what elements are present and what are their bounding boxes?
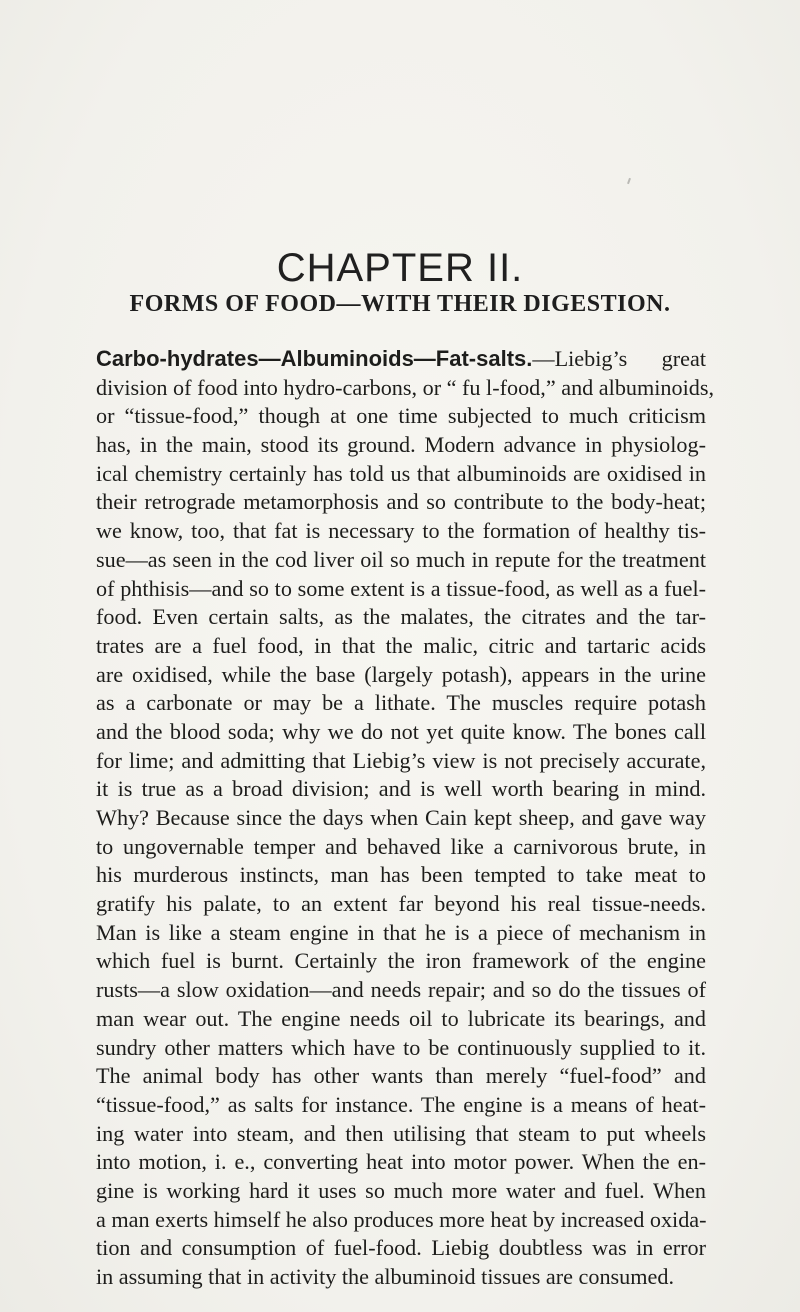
text-line: The animal body has other wants than merely “fuel-food” and (96, 1063, 706, 1089)
text-line: into motion, i. e., converting heat into motor power. When the en- (96, 1149, 706, 1175)
text-line: Man is like a steam engine in that he is a piece of mechanism in (96, 919, 706, 945)
text-line: “tissue-food,” as salts for instance. The engine is a means of heat- (96, 1091, 706, 1117)
text-line: food. Even certain salts, as the malates, the citrates and the tar- (96, 604, 706, 630)
text-line: a man exerts himself he also produces more heat by increased oxida- (96, 1206, 707, 1232)
text-line: it is true as a broad division; and is well worth bearing in mind. (96, 776, 706, 802)
run-in-heading: Carbo-hydrates—Albuminoids—Fat-salts. (96, 346, 533, 371)
line-text: —Liebig’s great (532, 346, 706, 371)
text-line: are oxidised, while the base (largely potash), appears in the urine (96, 661, 706, 687)
text-line: gine is working hard it uses so much more water and fuel. When (96, 1177, 706, 1203)
text-line: which fuel is burnt. Certainly the iron framework of the engine (96, 948, 706, 974)
text-line: and the blood soda; why we do not yet quite know. The bones call (96, 718, 706, 744)
text-line: man wear out. The engine needs oil to lubricate its bearings, and (96, 1005, 706, 1031)
text-line (96, 345, 706, 374)
text-line: of phthisis—and so to some extent is a tissue-food, as well as a fuel- (96, 575, 706, 601)
text-line: for lime; and admitting that Liebig’s view is not precisely accurate, (96, 747, 706, 773)
text-line: we know, too, that fat is necessary to the formation of healthy tis- (96, 518, 706, 544)
text-line: as a carbonate or may be a lithate. The muscles require potash (96, 690, 706, 716)
page-speck-mark (627, 178, 631, 184)
text-line: to ungovernable temper and behaved like a carnivorous brute, in (96, 833, 706, 859)
text-line: his murderous instincts, man has been tempted to take meat to (96, 862, 706, 888)
text-line: trates are a fuel food, in that the malic, citric and tartaric acids (96, 632, 706, 658)
chapter-title: CHAPTER II. (276, 246, 524, 290)
text-line: or “tissue-food,” though at one time subjected to much criticism (96, 403, 706, 429)
body-paragraph (96, 345, 715, 1292)
text-line: in assuming that in activity the albuminoid tissues are consumed. (96, 1264, 675, 1289)
text-line: sue—as seen in the cod liver oil so much in repute for the treatment (96, 546, 706, 572)
text-line: rusts—a slow oxidation—and needs repair; and so do the tissues of (96, 977, 706, 1003)
text-line: gratify his palate, to an extent far beyond his real tissue-needs. (96, 891, 706, 917)
text-line: their retrograde metamorphosis and so contribute to the body-heat; (96, 489, 706, 515)
text-line: sundry other matters which have to be continuously supplied to it. (96, 1034, 706, 1060)
section-title: FORMS OF FOOD—WITH THEIR DIGESTION. (129, 291, 671, 317)
text-line: division of food into hydro-carbons, or “ fu l-food,” and albuminoids, (96, 374, 715, 400)
text-line: Why? Because since the days when Cain kept sheep, and gave way (96, 805, 706, 830)
text-line: tion and consumption of fuel-food. Liebig doubtless was in error (96, 1235, 706, 1261)
text-line: ing water into steam, and then utilising that steam to put wheels (96, 1120, 706, 1146)
text-line: ical chemistry certainly has told us that albuminoids are oxidised in (96, 460, 706, 486)
text-line: has, in the main, stood its ground. Modern advance in physiolog- (96, 432, 706, 458)
